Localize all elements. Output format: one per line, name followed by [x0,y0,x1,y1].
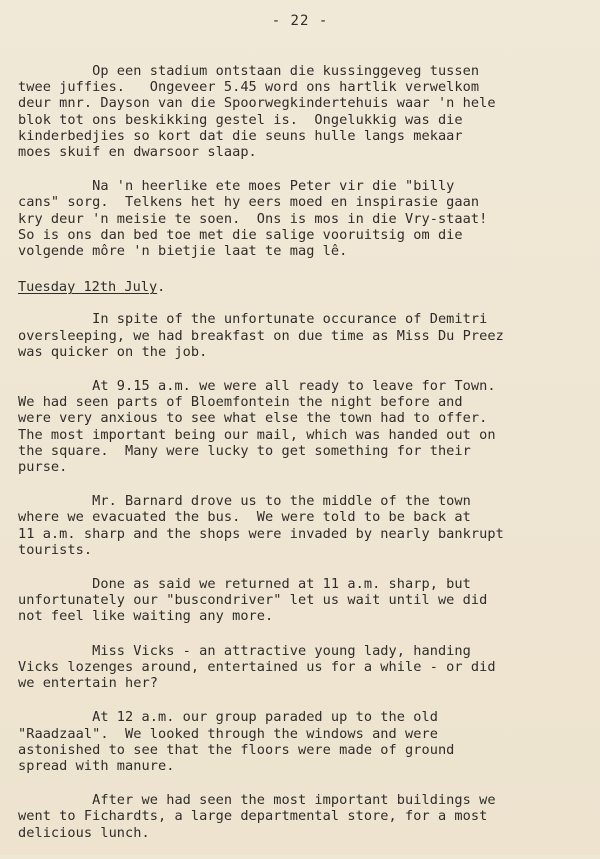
paragraph: Op een stadium ontstaan die kussinggeveg tussen twee juffies. Ongeveer 5.45 word ons hartlik verwelkom deur mnr. Dayson van die Spoorwegkindertehuis waar 'n hele blok tot ons beskikking gestel is. Ongelukkig was die kinderbedjies so kort dat die seuns hulle langs mekaar moes skuif en dwarsoor slaap. [18,63,496,161]
page-number: - 22 - [271,13,329,29]
section-heading [18,279,592,295]
paragraph: Miss Vicks - an attractive young lady, handing Vicks lozenges around, entertained us for a while - or did we entertain her? [18,642,496,692]
section-heading-date: Tuesday 12th July [18,279,158,296]
paragraph: Na 'n heerlike ete moes Peter vir die "billy cans" sorg. Telkens het hy eers moed en inspirasie gaan kry deur 'n meisie te soen. Ons is mos in die Vry-staat! So is ons dan bed toe met die salige vooruitsig om die volgende môre 'n bietjie laat te mag lê. [18,178,488,260]
paragraph: In spite of the unfortunate occurance of Demitri oversleeping, we had breakfast on due time as Miss Du Preez was quicker on the job. [18,311,504,360]
paragraph: After we had seen the most important buildings we went to Fichardts, a large departmental store, for a most delicious lunch. [18,792,496,841]
page-body [18,63,592,859]
paragraph: At 9.15 a.m. we were all ready to leave for Town. We had seen parts of Bloemfontein the night before and were very anxious to see what else the town had to offer. The most important being our mail, which was handed out on the square. Many were lucky to get something for their purse. [18,378,496,476]
paragraph: Done as said we returned at 11 a.m. sharp, but unfortunately our "buscondriver" let us wait until we did not feel like waiting any more. [18,576,488,625]
paragraph: Mr. Barnard drove us to the middle of the town where we evacuated the bus. We were told to be back at 11 a.m. sharp and the shops were invaded by nearly bankrupt tourists. [18,493,504,558]
section-heading-period: . [157,279,166,296]
paragraph: At 12 a.m. our group paraded up to the old "Raadzaal". We looked through the windows and were astonished to see that the floors were made of ground spread with manure. [18,709,455,774]
